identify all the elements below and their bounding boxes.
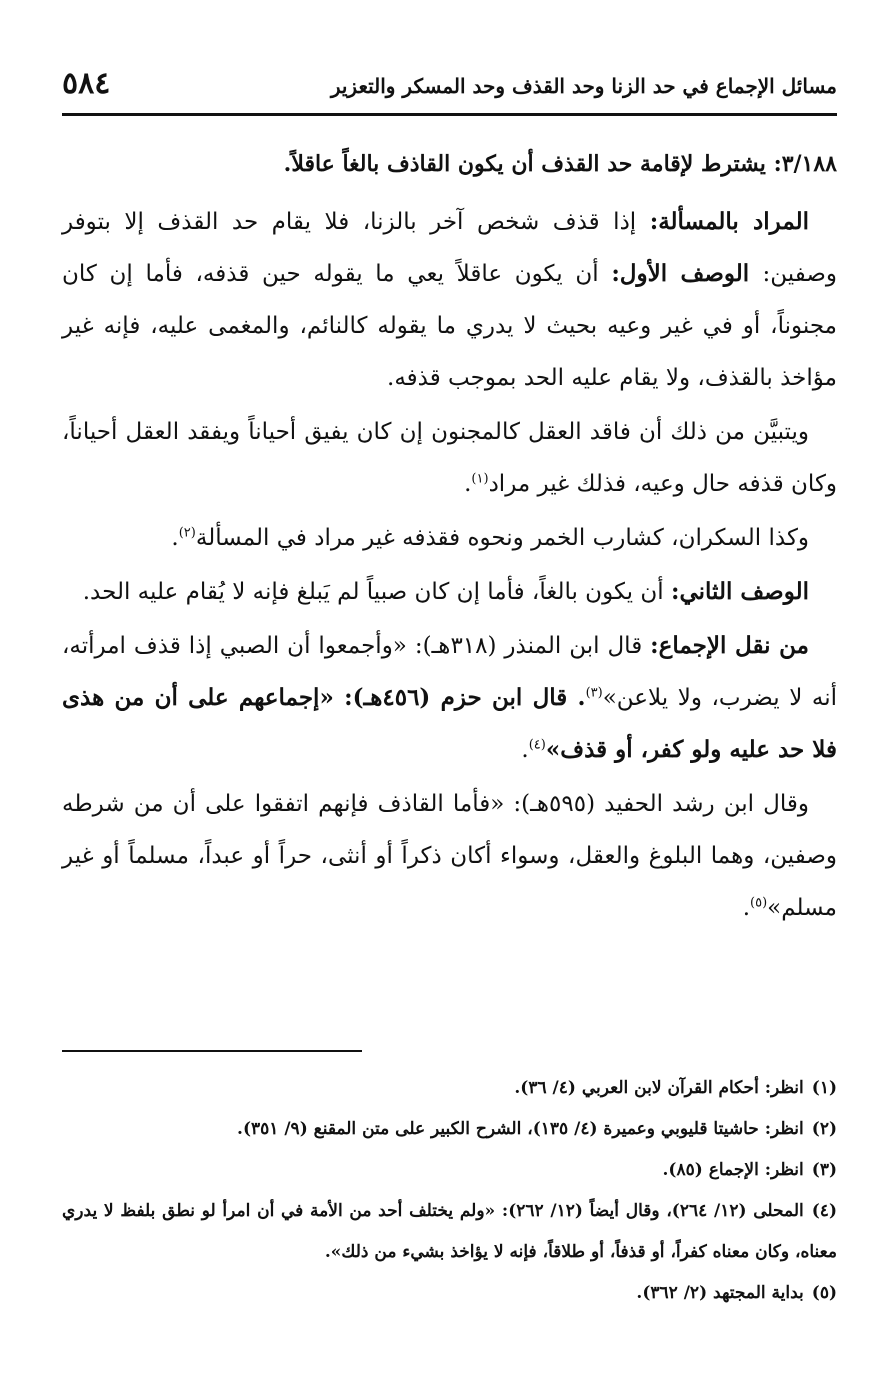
first-condition-text: أن يكون عاقلاً يعي ما يقوله حين قذفه، فأما إن كان مجنوناً، أو في غير وعيه بحيث لا يدري ما يقوله كالنائم، والمغمى عليه، فإنه غير مؤاخذ بالقذف، ولا يقام عليه الحد بموجب قذفه. (62, 261, 837, 391)
drunk-text: وكذا السكران، كشارب الخمر ونحوه فقذفه غير مراد في المسألة (195, 525, 809, 551)
paragraph-insane: ويتبيَّن من ذلك أن فاقد العقل كالمجنون إن كان يفيق أحياناً ويفقد العقل أحياناً، وكان قذفه حال وعيه، فذلك غير مراد$^{(١)}$. (62, 419, 837, 497)
footnote-number: (٤) (811, 1201, 837, 1221)
footnote-1 (62, 1068, 837, 1109)
header-rule (62, 113, 837, 116)
issue-title: يشترط لإقامة حد القذف أن يكون القاذف بالغاً عاقلاً. (283, 151, 766, 177)
footnote-number: (٥) (811, 1283, 837, 1303)
paragraph-meaning (62, 196, 837, 404)
footnote-3 (62, 1150, 837, 1191)
running-title: مسائل الإجماع في حد الزنا وحد القذف وحد المسكر والتعزير (330, 74, 837, 98)
footnote-text: بداية المجتهد (٢/ ٣٦٢). (636, 1283, 804, 1303)
main-text (62, 138, 837, 936)
footnote-text: انظر: حاشيتا قليوبي وعميرة (٤/ ١٣٥)، الشرح الكبير على متن المقنع (٩/ ٣٥١). (237, 1119, 804, 1139)
ibn-mundhir-quote: قال ابن المنذر (٣١٨هـ): «وأجمعوا أن الصبي إذا قذف امرأته، أنه لا يضرب، ولا يلاعن» (62, 633, 838, 711)
footnote-text: انظر: الإجماع (٨٥). (662, 1160, 804, 1180)
footnote-number: (٣) (811, 1160, 837, 1180)
meaning-text: إذا قذف شخص آخر بالزنا، فلا يقام حد القذف إلا بتوفر وصفين: (62, 209, 837, 287)
paragraph-second-condition (62, 566, 837, 618)
first-condition-label: الوصف الأول: (611, 260, 763, 287)
issue-heading (62, 138, 837, 190)
footnote-ref-4[interactable]: (٤) (528, 737, 546, 753)
footnote-number: (٢) (811, 1119, 837, 1139)
paragraph-ibn-rushd: وقال ابن رشد الحفيد (٥٩٥هـ): «فأما القاذف فإنهم اتفقوا على أن من شرطه وصفين، وهما البلوغ والعقل، وسواء أكان ذكراً أو أنثى، حراً أو عبداً، مسلماً أو غير مسلم»$^{(٥)}$. (62, 791, 837, 921)
footnote-ref-2[interactable]: (٢) (178, 525, 196, 541)
meaning-label: المراد بالمسألة: (649, 208, 810, 235)
footnote-number: (١) (811, 1078, 837, 1098)
second-condition-text: أن يكون بالغاً، فأما إن كان صبياً لم يَبلغ فإنه لا يُقام عليه الحد. (82, 579, 671, 605)
footnote-ref-5[interactable]: (٥) (750, 895, 768, 911)
running-header (62, 66, 837, 110)
footnote-text: انظر: أحكام القرآن لابن العربي (٤/ ٣٦). (514, 1078, 804, 1098)
insane-text: ويتبيَّن من ذلك أن فاقد العقل كالمجنون إن كان يفيق أحياناً ويفقد العقل أحياناً، وكان قذفه حال وعيه، فذلك غير مراد (62, 419, 837, 497)
paragraph-drunk: وكذا السكران، كشارب الخمر ونحوه فقذفه غير مراد في المسألة$^{(٢)}$. (171, 525, 809, 551)
ibn-hazm-quote: «إجماعهم على أن من هذى فلا حد عليه ولو كفر، أو قذف» (62, 684, 837, 763)
footnote-5 (62, 1273, 837, 1314)
ibn-hazm-intro: . قال ابن حزم (٤٥٦هـ): (344, 684, 586, 711)
issue-number: ٣/١٨٨: (773, 151, 837, 177)
footnote-2 (62, 1109, 837, 1150)
footnotes (62, 1068, 837, 1314)
footnote-ref-3[interactable]: (٣) (585, 685, 603, 701)
paragraph-consensus: من نقل الإجماع: قال ابن المنذر (٣١٨هـ): «وأجمعوا أن الصبي إذا قذف امرأته، أنه لا يضرب، ولا يلاعن»$^{(٣)}$. قال ابن حزم (٤٥٦هـ): «إجماعهم على أن من هذى فلا حد عليه ولو كفر، أو قذف»$^{(٤)}$. (62, 632, 838, 763)
second-condition-label: الوصف الثاني: (670, 578, 809, 605)
book-page (62, 0, 837, 1394)
page-number: ٥٨٤ (62, 66, 111, 101)
footnote-rule (62, 1050, 362, 1052)
footnote-ref-1[interactable]: (١) (471, 471, 489, 487)
ibn-rushd-quote: وقال ابن رشد الحفيد (٥٩٥هـ): «فأما القاذف فإنهم اتفقوا على أن من شرطه وصفين، وهما البلوغ والعقل، وسواء أكان ذكراً أو أنثى، حراً أو عبداً، مسلماً أو غير مسلم» (62, 791, 837, 921)
footnote-4 (62, 1191, 837, 1273)
footnote-text: المحلى (١٢/ ٢٦٤)، وقال أيضاً (١٢/ ٢٦٢): «ولم يختلف أحد من الأمة في أن امرأ لو نطق بلفظ لا يدري معناه، وكان معناه كفراً، أو قذفاً، أو طلاقاً، فإنه لا يؤاخذ بشيء من ذلك». (62, 1201, 837, 1262)
consensus-label: من نقل الإجماع: (650, 632, 809, 659)
